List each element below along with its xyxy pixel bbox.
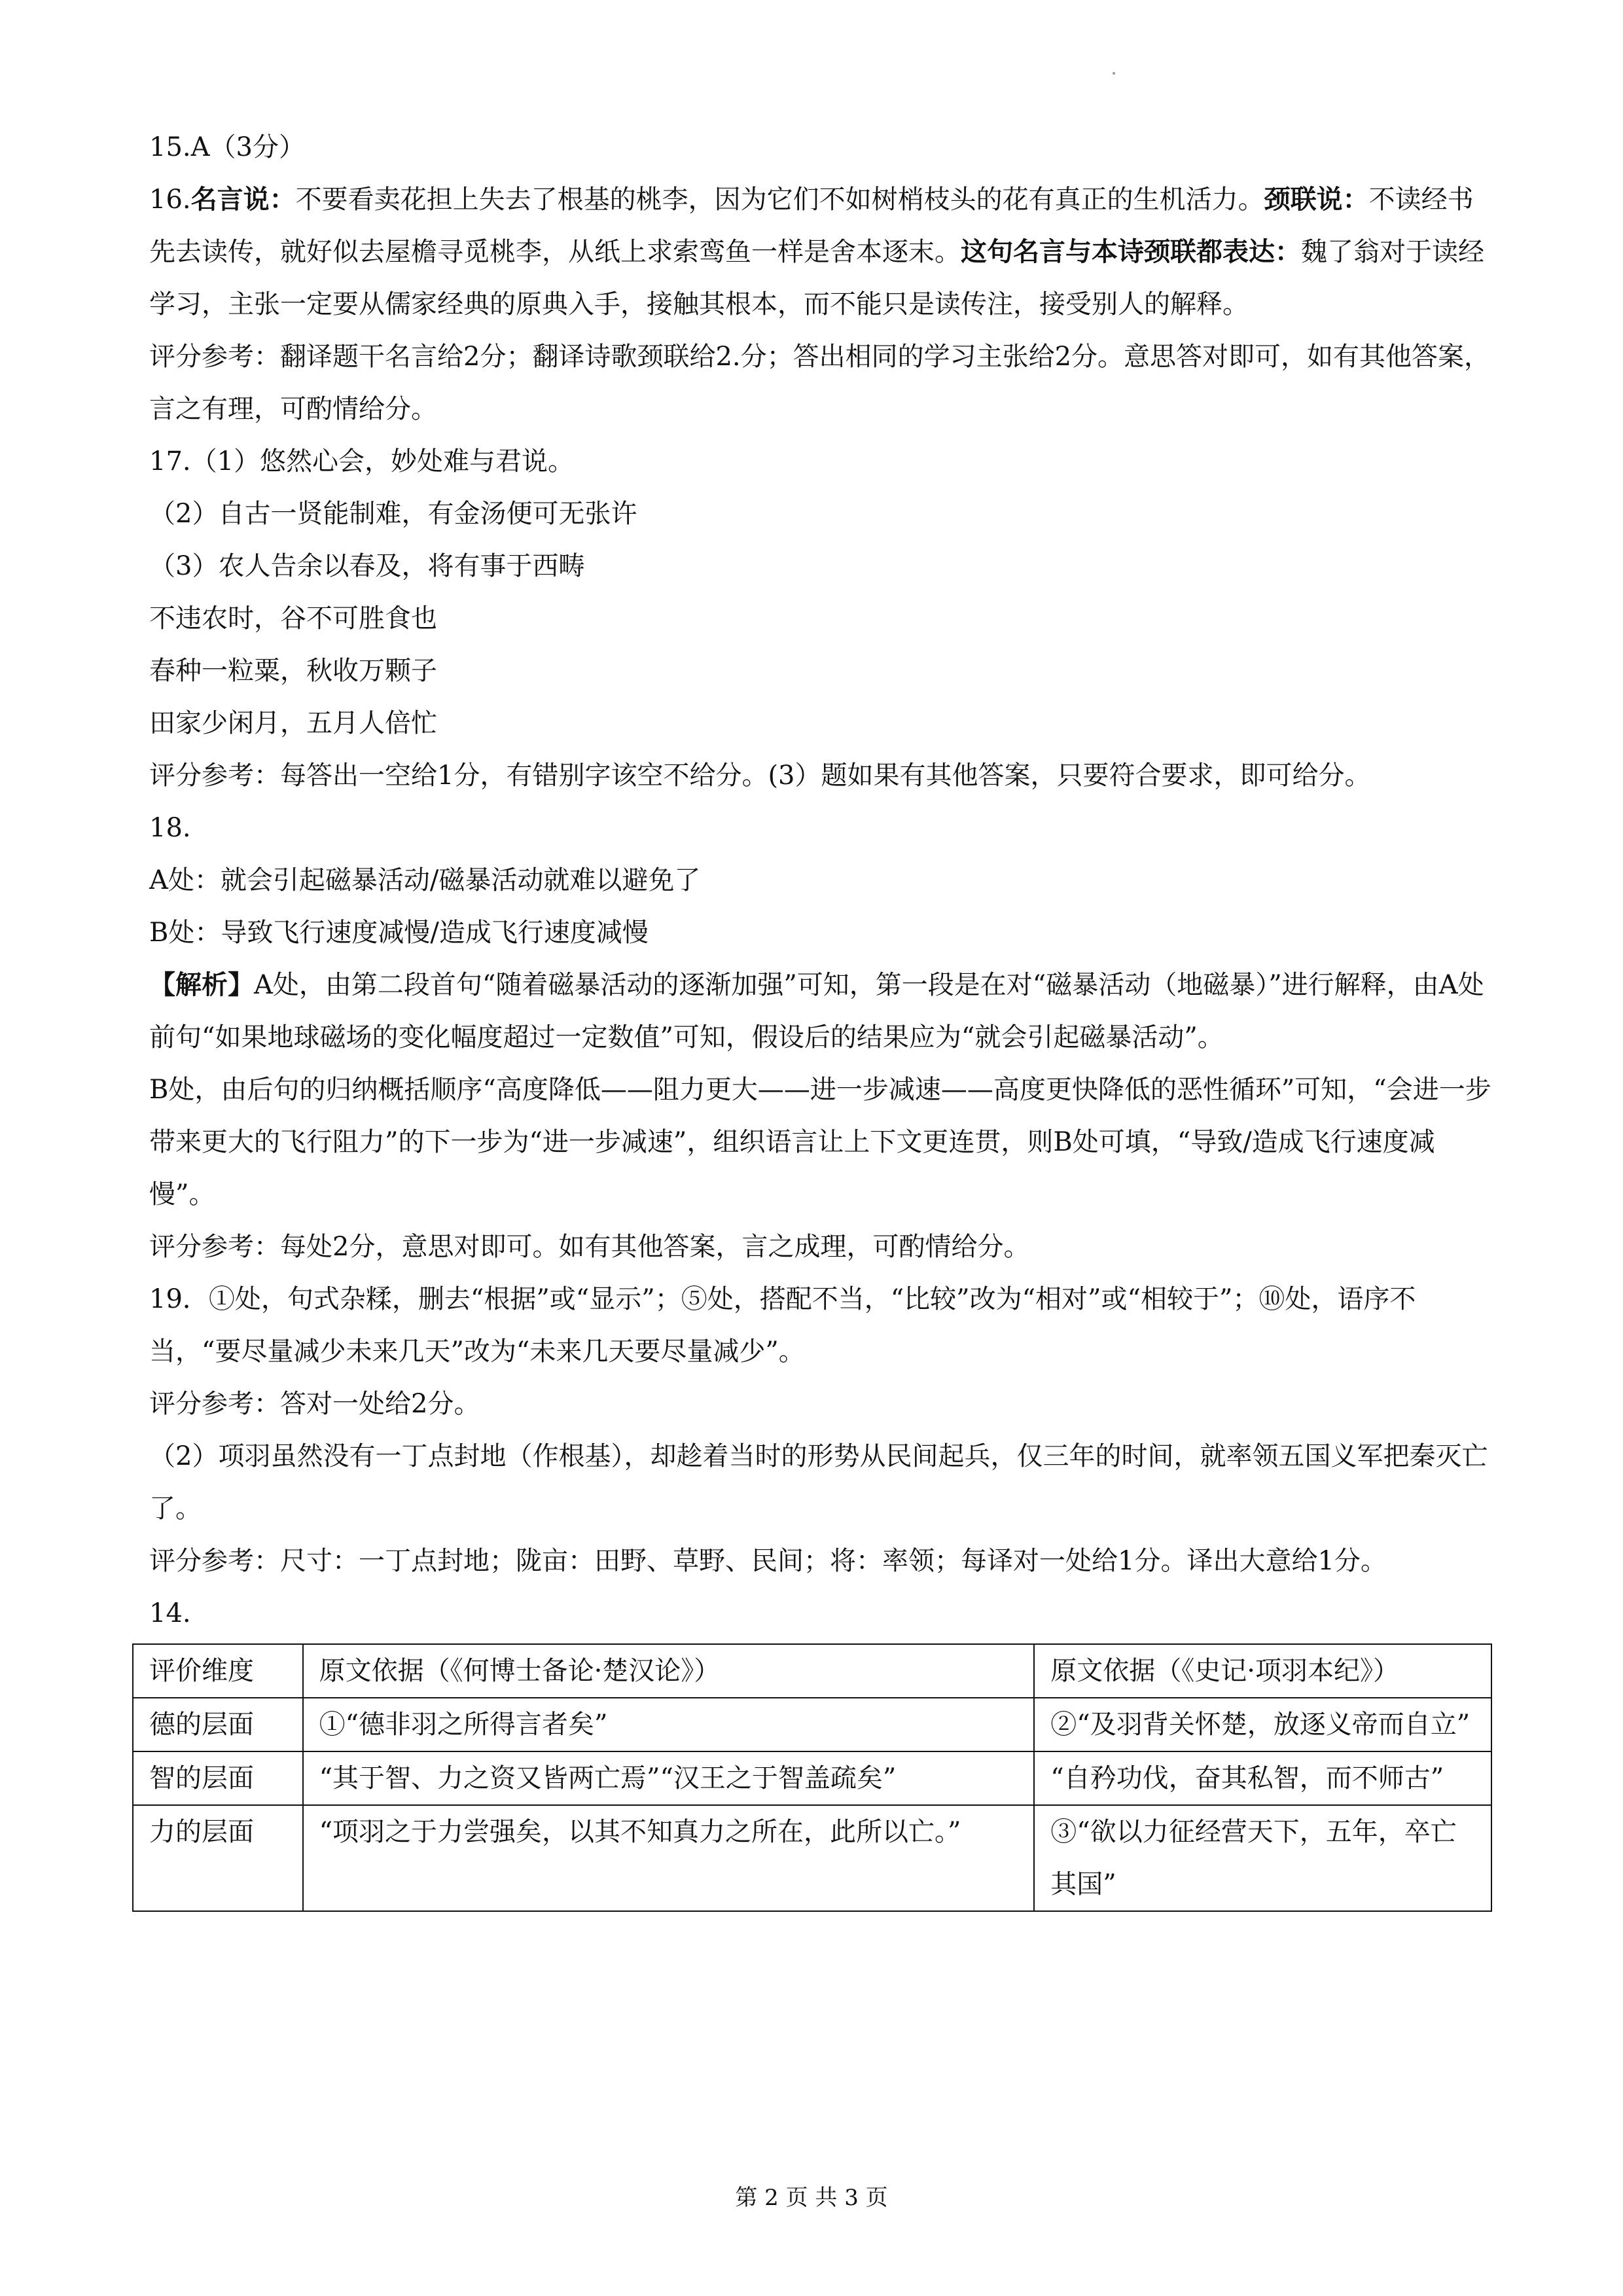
table-cell: “项羽之于力尝强矣，以其不知真力之所在，此所以亡。” (303, 1805, 1035, 1911)
table-cell: 智的层面 (133, 1751, 303, 1805)
answer-17-3-alt-3: 田家少闲月，五月人倍忙 (149, 708, 437, 738)
answer-16-label-saying: 名言说： (190, 184, 296, 215)
table-cell: ③“欲以力征经营天下，五年，卒亡其国” (1034, 1805, 1491, 1911)
answer-17-3: （3）农人告余以春及，将有事于西畴 (149, 551, 585, 581)
answer-17-2: （2）自古一贤能制难，有金汤便可无张许 (149, 499, 637, 529)
answer-18-b: B处：导致飞行速度减慢/造成飞行速度减慢 (149, 918, 649, 948)
scoring-translation: 评分参考：尺寸：一丁点封地；陇亩：田野、草野、民间；将：率领；每译对一处给1分。译出大意给1分。 (149, 1546, 1387, 1576)
page-footer: 第 2 页 共 3 页 (735, 2185, 888, 2211)
answer-16-common-text: 魏了翁对于读经学习，主张一定要从儒家经典的原典入手，接触其根本，而不能只是读传注，接受别人的解释。 (149, 237, 1484, 319)
table-row (133, 1805, 1491, 1911)
table-row (133, 1698, 1491, 1751)
answer-19: 19．①处，句式杂糅，删去“根据”或“显示”；⑤处，搭配不当，“比较”改为“相对”或“相较于”；⑩处，语序不当，“要尽量减少未来几天”改为“未来几天要尽量减少”。 (149, 1284, 1416, 1367)
answer-16-saying-text: 不要看卖花担上失去了根基的桃李，因为它们不如树梢枝头的花有真正的生机活力。 (295, 185, 1264, 215)
table-cell: ①“德非羽之所得言者矣” (303, 1698, 1035, 1751)
table-header-cell: 原文依据（《何博士备论·楚汉论》） (303, 1644, 1035, 1698)
table-header-cell: 评价维度 (133, 1644, 303, 1698)
answer-17-3-alt-2: 春种一粒粟，秋收万颗子 (149, 656, 437, 686)
analysis-label: 【解析】 (149, 969, 254, 1000)
answer-18-a: A处：就会引起磁暴活动/磁暴活动就难以避免了 (149, 865, 701, 895)
table-cell: ②“及羽背关怀楚，放逐义帝而自立” (1034, 1698, 1491, 1751)
analysis-a-text: A处，由第二段首句“随着磁暴活动的逐渐加强”可知，第一段是在对“磁暴活动（地磁暴）”进行解释，由A处前句“如果地球磁场的变化幅度超过一定数值”可知，假设后的结果应为“就会引起磁暴活动”。 (149, 970, 1484, 1052)
scoring-16: 评分参考：翻译题干名言给2分；翻译诗歌颈联给2.分；答出相同的学习主张给2分。意思答对即可，如有其他答案，言之有理，可酌情给分。 (149, 342, 1491, 424)
table-cell: “自矜功伐，奋其私智，而不师古” (1034, 1751, 1491, 1805)
answer-16-number: 16. (149, 185, 191, 215)
answer-18-number: 18. (149, 813, 191, 843)
answer-17-1: 17.（1）悠然心会，妙处难与君说。 (149, 446, 575, 476)
table-cell: 力的层面 (133, 1805, 303, 1911)
table-cell: 德的层面 (133, 1698, 303, 1751)
analysis-18-b: B处，由后句的归纳概括顺序“高度降低——阻力更大——进一步减速——高度更快降低的恶性循环”可知，“会进一步带来更大的飞行阻力”的下一步为“进一步减速”，组织语言让上下文更连贯，则B处可填，“导致/造成飞行速度减慢”。 (149, 1075, 1491, 1210)
answer-translation: （2）项羽虽然没有一丁点封地（作根基），却趁着当时的形势从民间起兵，仅三年的时间，就率领五国义军把秦灭亡了。 (149, 1441, 1488, 1524)
answer-15: 15.A（3分） (149, 132, 305, 162)
stray-dot (1113, 72, 1115, 75)
answer-17-3-alt-1: 不违农时，谷不可胜食也 (149, 603, 437, 634)
answer-14-number: 14. (149, 1598, 191, 1628)
scoring-19: 评分参考：答对一处给2分。 (149, 1389, 480, 1419)
table-row (133, 1751, 1491, 1805)
table-header-row (133, 1644, 1491, 1698)
answer-16-couplet-text: 不读经书先去读传，就好似去屋檐寻觅桃李，从纸上求索鸾鱼一样是舍本逐末。 (149, 185, 1474, 267)
table-cell: “其于智、力之资又皆两亡焉”“汉王之于智盖疏矣” (303, 1751, 1035, 1805)
analysis-18-a (149, 959, 1497, 1064)
answer-content (149, 121, 1497, 1912)
answer-16-label-couplet: 颈联说： (1264, 184, 1369, 215)
scoring-17: 评分参考：每答出一空给1分，有错别字该空不给分。(3）题如果有其他答案，只要符合要求，即可给分。 (149, 761, 1371, 791)
answer-16-label-common: 这句名言与本诗颈联都表达： (961, 236, 1301, 267)
table-header-cell: 原文依据（《史记·项羽本纪》） (1034, 1644, 1491, 1698)
scoring-18: 评分参考：每处2分，意思对即可。如有其他答案，言之成理，可酌情给分。 (149, 1232, 1030, 1262)
answer-16 (149, 173, 1497, 331)
evaluation-table (132, 1643, 1492, 1912)
